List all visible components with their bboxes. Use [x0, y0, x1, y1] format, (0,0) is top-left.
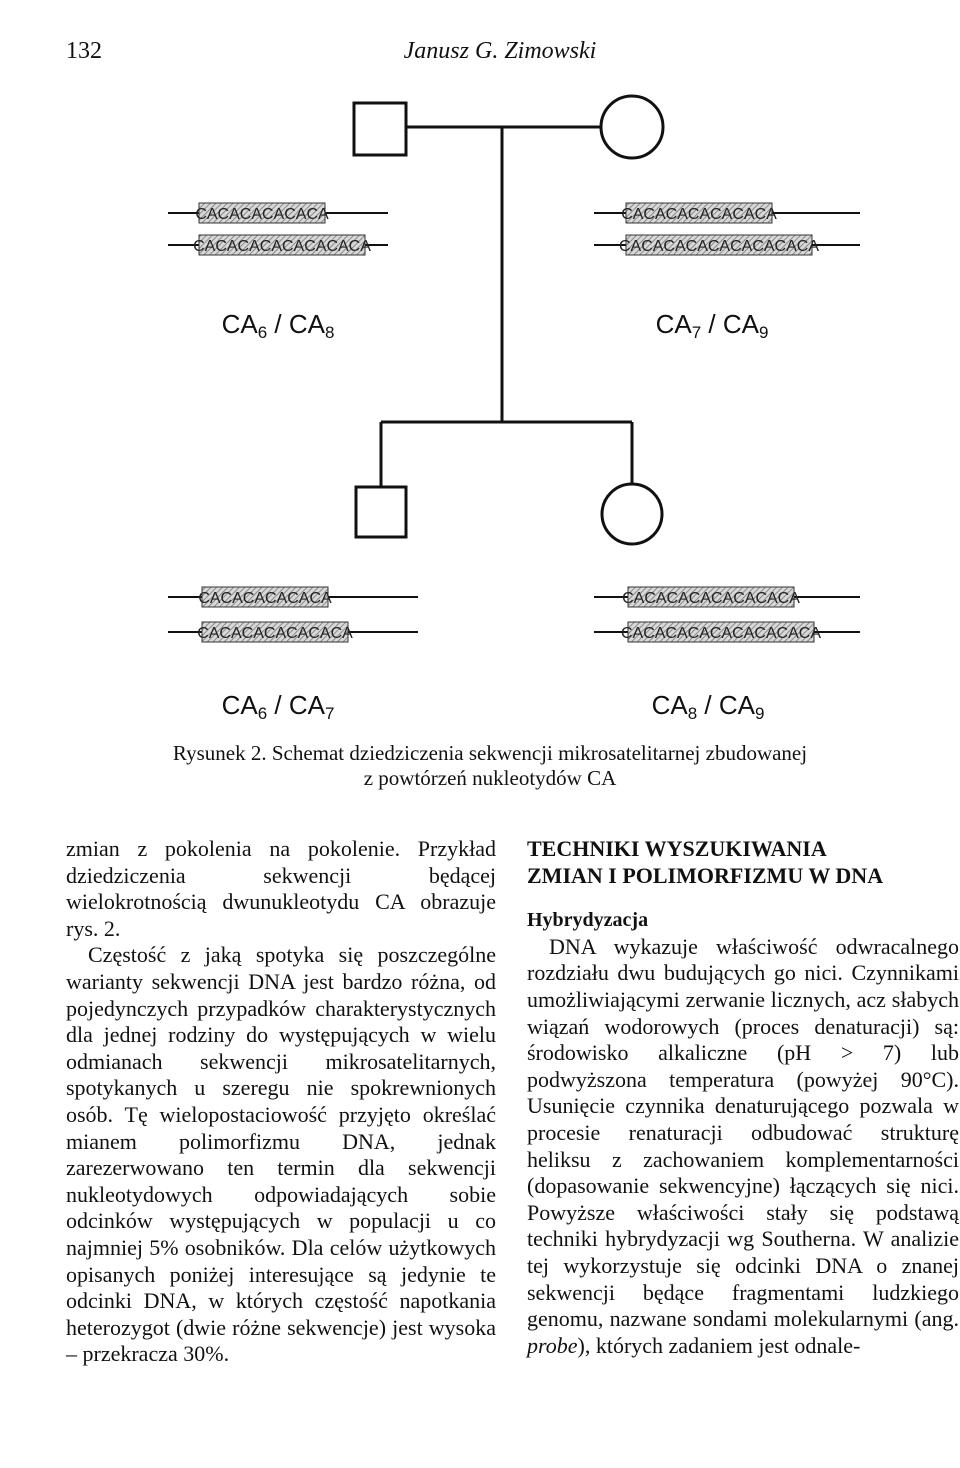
son-strand-bottom: CACACACACACACA	[197, 625, 353, 642]
left-paragraph-1: zmian z pokolenia na pokolenie. Przykład dziedziczenia sekwencji będącej wielokrotnością dwunukleotydu CA obrazuje rys. 2.	[66, 836, 496, 941]
daughter-circle-symbol	[602, 484, 662, 544]
son-strand-top: CACACACACACA	[198, 590, 332, 607]
section-heading-line-1: TECHNIKI WYSZUKIWANIA	[527, 836, 827, 861]
left-paragraph-2: Częstość z jaką spotyka się poszczególne warianty sekwencji DNA jest bardzo różna, od pojedynczych przypadków charakterystycznych dla jednej rodziny do występujących w wielu odmianach sekwencji mikrosatelitarnych, spotykanych u szeregu nie spokrewnionych osób. Tę wielopostaciowość przyjęto określać mianem polimorfizmu DNA, jednak zarezerwowano ten termin dla sekwencji nukleotydowych odpowiadających sobie odcinków występujących w populacji u co najmniej 5% osobników. Dla celów użytkowych opisanych poniżej interesujące są jedynie te odcinki DNA, w których częstość napotkania heterozygot (dwie różne sekwencje) jest wysoka – przekracza 30%.	[66, 942, 496, 1367]
right-column	[527, 836, 959, 1359]
son-genotype-label: CA6 / CA7	[221, 690, 335, 723]
figure-caption	[100, 741, 880, 791]
daughter-strand-top: CACACACACACACACA	[622, 590, 800, 607]
mother-genotype-label: CA7 / CA9	[655, 309, 769, 342]
subsection-heading: Hybrydyzacja	[527, 909, 649, 932]
daughter-genotype-label: CA8 / CA9	[651, 690, 765, 723]
mother-strand-bottom: CACACACACACACACACA	[618, 238, 820, 255]
father-genotype-label: CA6 / CA8	[221, 309, 335, 342]
mother-strand-top: CACACACACACACA	[621, 206, 777, 223]
father-strand-bottom: CACACACACACACACA	[193, 238, 371, 255]
running-title: Janusz G. Zimowski	[403, 38, 597, 64]
daughter-strand-bottom: CACACACACACACACACA	[620, 625, 822, 642]
page-number: 132	[66, 38, 102, 64]
father-square-symbol	[354, 103, 406, 155]
caption-line-2: z powtórzeń nukleotydów CA	[363, 766, 617, 790]
section-heading	[527, 836, 959, 889]
left-column	[66, 836, 496, 1368]
section-heading-line-2: ZMIAN I POLIMORFIZMU W DNA	[527, 862, 884, 888]
right-paragraph-1: DNA wykazuje właściwość odwracalnego rozdziału dwu budujących go nici. Czynnikami umożliwiającymi zerwanie licznych, acz słabych wiązań wodorowych (proces denaturacji) są: środowisko alkaliczne (pH > 7) lub podwyższona temperatura (powyżej 90°C). Usunięcie czynnika denaturującego pozwala w procesie renaturacji odbudować strukturę heliksu z zachowaniem komplementarności (dopasowanie sekwencyjne) łączących się nici. Powyższe właściwości stały się podstawą techniki hybrydyzacji wg Southerna. W analizie tej wykorzystuje się odcinki DNA o znanej sekwencji będące fragmentami ludzkiego genomu, nazwane sondami molekularnymi (ang. probe), których zadaniem jest odnale-	[527, 933, 959, 1358]
mother-circle-symbol	[601, 96, 663, 158]
father-strand-top: CACACACACACA	[195, 206, 329, 223]
son-square-symbol	[356, 487, 406, 537]
caption-line-1: Rysunek 2. Schemat dziedziczenia sekwencji mikrosatelitarnej zbudowanej	[172, 741, 808, 765]
